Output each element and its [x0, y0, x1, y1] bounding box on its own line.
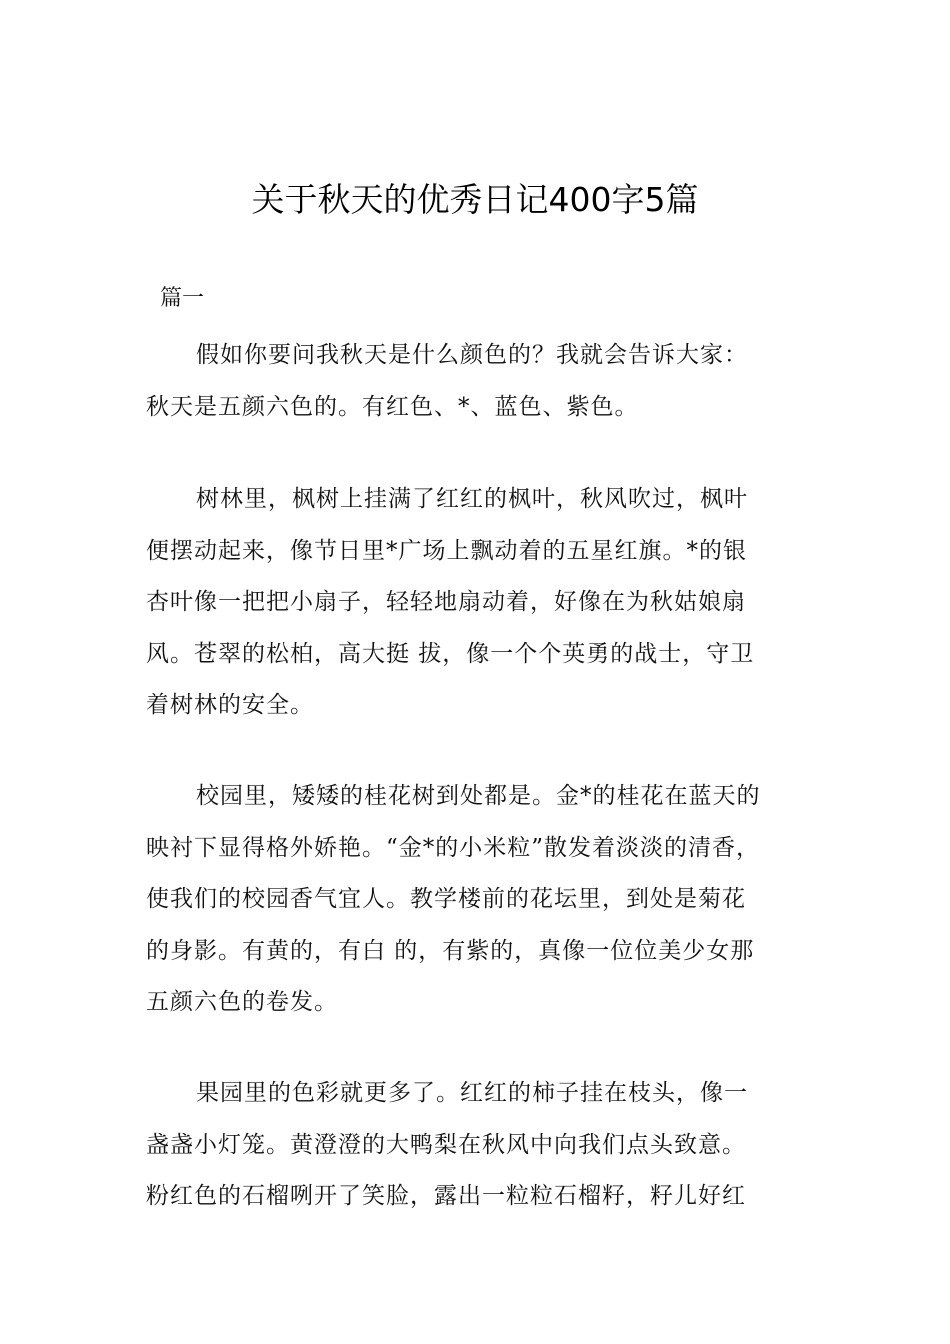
paragraph-line: 的身影。有黄的，有白 的，有紫的，真像一位位美少女那: [146, 937, 755, 964]
section-label: 篇一: [160, 286, 205, 311]
paragraph-line: 使我们的校园香气宜人。教学楼前的花坛里，到处是菊花: [146, 886, 746, 912]
paragraph-4: [146, 1068, 826, 1223]
paragraph-line: 五颜六色的卷发。: [146, 989, 338, 1015]
paragraph-line: 盏盏小灯笼。黄澄澄的大鸭梨在秋风中向我们点头致意。: [146, 1131, 746, 1158]
paragraph-line: 树林里，枫树上挂满了红红的枫叶，秋风吹过，枫叶: [196, 486, 748, 512]
paragraph-line: 映衬下显得格外娇艳。“金*的小米粒”散发着淡淡的清香，: [146, 834, 761, 861]
paragraph-line: 果园里的色彩就更多了。红红的柿子挂在枝头，像一: [196, 1080, 748, 1106]
paragraph-line: 着树林的安全。: [146, 692, 314, 718]
paragraph-2: [146, 474, 826, 732]
paragraph-line: 风。苍翠的松柏，高大挺 拔，像一个个英勇的战士，守卫: [146, 640, 755, 667]
paragraph-line: 假如你要问我秋天是什么颜色的？我就会告诉大家：: [196, 342, 748, 368]
paragraph-line: 校园里，矮矮的桂花树到处都是。金*的桂花在蓝天的: [196, 783, 761, 809]
paragraph-3: [146, 771, 826, 1029]
paragraph-line: 粉红色的石榴咧开了笑脸，露出一粒粒石榴籽，籽儿好红: [146, 1183, 746, 1209]
paragraph-1: [146, 330, 826, 433]
paragraph-line: 杏叶像一把把小扇子，轻轻地扇动着，好像在为秋姑娘扇: [146, 589, 746, 615]
paragraph-line: 便摆动起来，像节日里*广场上飘动着的五星红旗。*的银: [146, 537, 747, 564]
document-title: 关于秋天的优秀日记400字5篇: [251, 180, 699, 219]
paragraph-line: 秋天是五颜六色的。有红色、*、蓝色、紫色。: [146, 393, 639, 420]
